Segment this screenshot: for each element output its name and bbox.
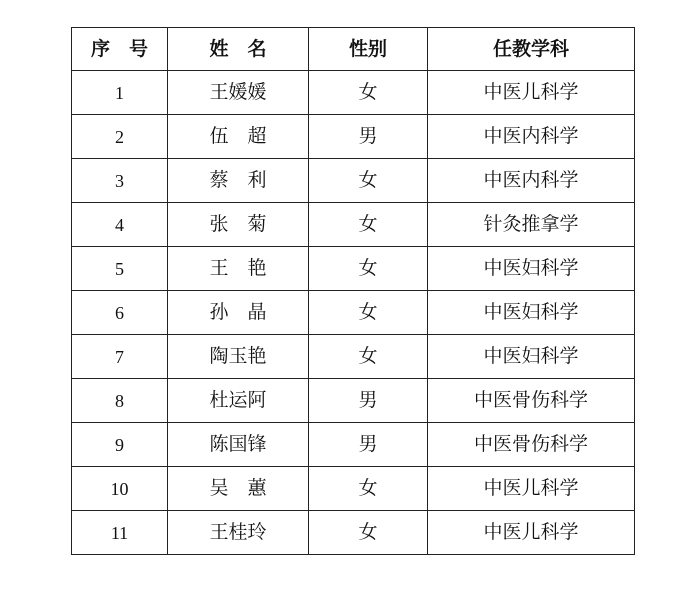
cell-name: 孙 晶 [168, 291, 309, 335]
cell-name: 王 艳 [168, 247, 309, 291]
cell-gender: 男 [309, 423, 428, 467]
cell-name: 王桂玲 [168, 511, 309, 555]
cell-name: 王媛媛 [168, 71, 309, 115]
cell-gender: 女 [309, 291, 428, 335]
table-body [72, 71, 635, 555]
table-row [72, 335, 635, 379]
cell-name: 杜运阿 [168, 379, 309, 423]
cell-name: 伍 超 [168, 115, 309, 159]
table-row [72, 71, 635, 115]
header-row [72, 28, 635, 71]
cell-name: 陶玉艳 [168, 335, 309, 379]
table-row [72, 159, 635, 203]
teacher-table [71, 27, 635, 555]
cell-number: 9 [72, 423, 168, 467]
cell-number: 5 [72, 247, 168, 291]
cell-number: 1 [72, 71, 168, 115]
table-row [72, 115, 635, 159]
cell-gender: 女 [309, 335, 428, 379]
cell-gender: 女 [309, 467, 428, 511]
cell-number: 3 [72, 159, 168, 203]
cell-gender: 男 [309, 379, 428, 423]
cell-name: 吴 蕙 [168, 467, 309, 511]
header-number: 序 号 [72, 28, 168, 71]
cell-number: 6 [72, 291, 168, 335]
cell-number: 8 [72, 379, 168, 423]
table-row [72, 467, 635, 511]
cell-gender: 男 [309, 115, 428, 159]
table-row [72, 291, 635, 335]
cell-number: 10 [72, 467, 168, 511]
cell-gender: 女 [309, 247, 428, 291]
cell-gender: 女 [309, 159, 428, 203]
cell-subject: 中医骨伤科学 [428, 379, 635, 423]
cell-number: 2 [72, 115, 168, 159]
table-row [72, 423, 635, 467]
table-row [72, 511, 635, 555]
cell-number: 7 [72, 335, 168, 379]
cell-name: 张 菊 [168, 203, 309, 247]
table-row [72, 203, 635, 247]
table-header [72, 28, 635, 71]
cell-number: 4 [72, 203, 168, 247]
cell-gender: 女 [309, 71, 428, 115]
header-name: 姓 名 [168, 28, 309, 71]
header-subject: 任教学科 [428, 28, 635, 71]
table-row [72, 379, 635, 423]
cell-subject: 中医儿科学 [428, 467, 635, 511]
cell-name: 陈国锋 [168, 423, 309, 467]
cell-subject: 中医妇科学 [428, 247, 635, 291]
cell-subject: 中医妇科学 [428, 335, 635, 379]
cell-subject: 针灸推拿学 [428, 203, 635, 247]
cell-subject: 中医内科学 [428, 115, 635, 159]
cell-subject: 中医儿科学 [428, 71, 635, 115]
cell-subject: 中医儿科学 [428, 511, 635, 555]
cell-gender: 女 [309, 203, 428, 247]
cell-subject: 中医妇科学 [428, 291, 635, 335]
cell-subject: 中医内科学 [428, 159, 635, 203]
cell-gender: 女 [309, 511, 428, 555]
cell-number: 11 [72, 511, 168, 555]
cell-name: 蔡 利 [168, 159, 309, 203]
header-gender: 性别 [309, 28, 428, 71]
cell-subject: 中医骨伤科学 [428, 423, 635, 467]
table-row [72, 247, 635, 291]
